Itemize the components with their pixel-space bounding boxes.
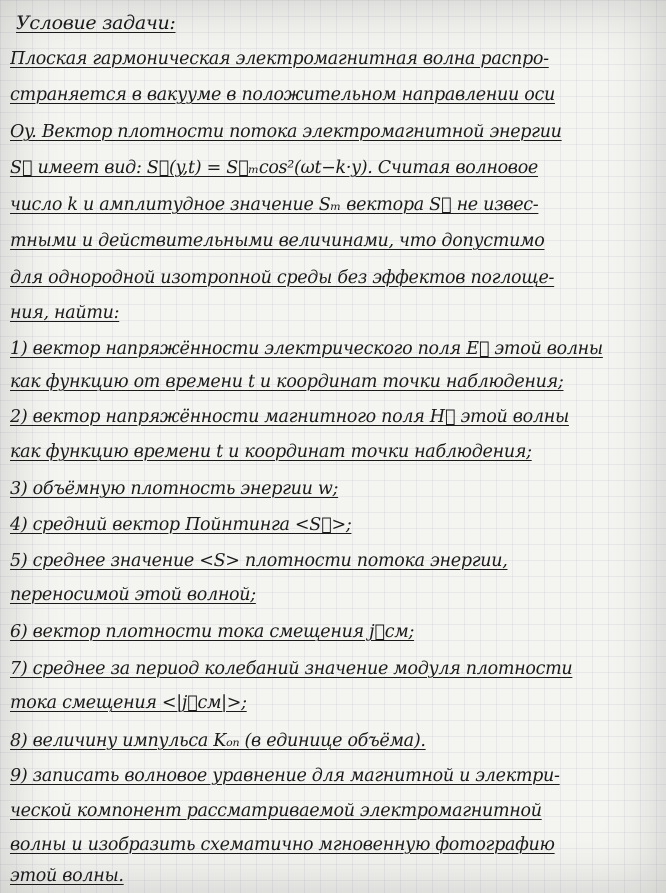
task-item-6: 6) вектор плотности тока смещения j⃗см; <box>10 622 415 642</box>
task-item-5-line-1: 5) среднее значение <S> плотности потока энергии, <box>10 551 508 571</box>
task-item-7-line-2: тока смещения <|j⃗см|>; <box>10 693 247 713</box>
task-item-9-line-1: 9) записать волновое уравнение для магнитной и электри- <box>10 766 560 786</box>
task-item-5-line-2: переносимой этой волной; <box>10 585 256 605</box>
task-item-9-line-4: этой волны. <box>10 866 124 886</box>
text-line-5: число k и амплитудное значение Sₘ вектора S⃗ не извес- <box>10 195 539 215</box>
text-line-8: ния, найти: <box>10 303 120 323</box>
text-line-2: страняется в вакууме в положительном направлении оси <box>10 85 555 105</box>
text-line-6: тными и действительными величинами, что допустимо <box>10 231 545 251</box>
heading: Условие задачи: <box>16 12 176 34</box>
task-item-9-line-2: ческой компонент рассматриваемой электромагнитной <box>10 801 542 821</box>
text-line-7: для однородной изотропной среды без эффектов поглоще- <box>10 268 555 288</box>
task-item-2-line-1: 2) вектор напряжённости магнитного поля H⃗ этой волны <box>10 407 569 427</box>
task-item-4: 4) средний вектор Пойнтинга <S⃗>; <box>10 515 352 535</box>
text-line-3: Oy. Вектор плотности потока электромагнитной энергии <box>10 122 562 142</box>
task-item-1-line-1: 1) вектор напряжённости электрического поля E⃗ этой волны <box>10 339 603 359</box>
task-item-2-line-2: как функцию времени t и координат точки наблюдения; <box>10 442 532 462</box>
text-line-4: S⃗ имеет вид: S⃗(y,t) = S⃗ₘcos²(ωt−k·y). Считая волновое <box>10 158 538 178</box>
task-item-1-line-2: как функцию от времени t и координат точки наблюдения; <box>10 372 564 392</box>
task-item-7-line-1: 7) среднее за период колебаний значение модуля плотности <box>10 659 573 679</box>
task-item-8: 8) величину импульса Kₒₙ (в единице объёма). <box>10 731 426 751</box>
task-item-9-line-3: волны и изобразить схематично мгновенную фотографию <box>10 835 555 855</box>
task-item-3: 3) объёмную плотность энергии w; <box>10 479 339 499</box>
text-line-1: Плоская гармоническая электромагнитная волна распро- <box>10 49 549 69</box>
